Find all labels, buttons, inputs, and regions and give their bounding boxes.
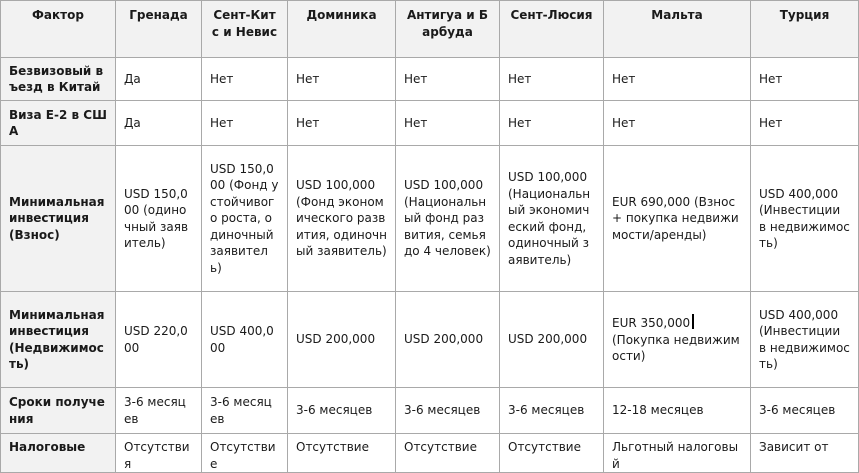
table-cell[interactable]: USD 400,000 — [202, 292, 288, 388]
table-cell[interactable]: Отсутствия — [116, 434, 202, 473]
table-cell[interactable]: 3-6 месяцев — [202, 388, 288, 434]
table-cell[interactable]: USD 150,000 (одиночный заявитель) — [116, 146, 202, 292]
table-row — [1, 101, 859, 146]
table-cell[interactable]: 3-6 месяцев — [116, 388, 202, 434]
table-cell[interactable]: Отсутствие — [202, 434, 288, 473]
table-cell[interactable]: Нет — [288, 58, 396, 101]
table-row — [1, 434, 859, 473]
cell-amount: EUR 350,000 — [612, 316, 691, 331]
row-label-processing-time[interactable]: Сроки получения — [1, 388, 116, 434]
table-cell[interactable]: USD 200,000 — [396, 292, 500, 388]
table-cell[interactable]: Да — [116, 101, 202, 146]
text-cursor — [692, 314, 694, 329]
table-cell[interactable]: Нет — [500, 101, 604, 146]
row-label-e2-visa[interactable]: Виза E-2 в США — [1, 101, 116, 146]
table-cell[interactable]: USD 400,000 (Инвестиции в недвижимость) — [751, 146, 859, 292]
table-cell[interactable]: Отсутствие — [500, 434, 604, 473]
table-row — [1, 146, 859, 292]
header-cell-factor[interactable]: Фактор — [1, 1, 116, 58]
row-label-china-visa-free[interactable]: Безвизовый въезд в Китай — [1, 58, 116, 101]
table-row — [1, 388, 859, 434]
table-cell[interactable]: Отсутствие — [396, 434, 500, 473]
table-cell[interactable]: 3-6 месяцев — [751, 388, 859, 434]
table-cell[interactable]: 12-18 месяцев — [604, 388, 751, 434]
header-cell-dominica[interactable]: Доминика — [288, 1, 396, 58]
header-cell-malta[interactable]: Мальта — [604, 1, 751, 58]
table-cell[interactable]: Нет — [396, 101, 500, 146]
table-cell[interactable]: USD 100,000 (Национальный фонд развития, семья до 4 человек) — [396, 146, 500, 292]
table-cell[interactable]: Нет — [500, 58, 604, 101]
table-cell[interactable]: Отсутствие — [288, 434, 396, 473]
table-cell[interactable]: Нет — [604, 101, 751, 146]
table-cell[interactable]: Нет — [604, 58, 751, 101]
row-label-min-contribution[interactable]: Минимальная инвестиция (Взнос) — [1, 146, 116, 292]
table-cell[interactable]: EUR 690,000 (Взнос + покупка недвижимости/аренды) — [604, 146, 751, 292]
table-cell[interactable]: Нет — [751, 58, 859, 101]
header-cell-turkey[interactable]: Турция — [751, 1, 859, 58]
table-cell[interactable]: 3-6 месяцев — [288, 388, 396, 434]
table-row — [1, 292, 859, 388]
table-cell[interactable]: Нет — [202, 58, 288, 101]
header-cell-antigua[interactable]: Антигуа и Барбуда — [396, 1, 500, 58]
table-row — [1, 58, 859, 101]
row-label-tax[interactable]: Налоговые — [1, 434, 116, 473]
table-cell[interactable]: USD 100,000 (Фонд экономического развития, одиночный заявитель) — [288, 146, 396, 292]
table-cell[interactable]: USD 200,000 — [500, 292, 604, 388]
table-cell[interactable]: Нет — [751, 101, 859, 146]
table-cell[interactable]: USD 400,000 (Инвестиции в недвижимость) — [751, 292, 859, 388]
header-row — [1, 1, 859, 58]
table-cell[interactable]: Нет — [396, 58, 500, 101]
table-cell-editing[interactable] — [604, 292, 751, 388]
table-cell[interactable]: USD 150,000 (Фонд устойчивого роста, одиночный заявитель) — [202, 146, 288, 292]
table-cell[interactable]: USD 220,000 — [116, 292, 202, 388]
table-cell[interactable]: USD 200,000 — [288, 292, 396, 388]
header-cell-st-lucia[interactable]: Сент-Люсия — [500, 1, 604, 58]
header-cell-grenada[interactable]: Гренада — [116, 1, 202, 58]
table-cell[interactable]: Льготный налоговый — [604, 434, 751, 473]
table-cell[interactable]: Да — [116, 58, 202, 101]
table-cell[interactable]: Зависит от — [751, 434, 859, 473]
table-cell[interactable]: Нет — [202, 101, 288, 146]
header-cell-st-kitts[interactable]: Сент-Китс и Невис — [202, 1, 288, 58]
table-cell[interactable]: Нет — [288, 101, 396, 146]
table-cell[interactable]: USD 100,000 (Национальный экономический фонд, одиночный заявитель) — [500, 146, 604, 292]
cell-note: (Покупка недвижимости) — [612, 332, 740, 364]
row-label-min-real-estate[interactable]: Минимальная инвестиция (Недвижимость) — [1, 292, 116, 388]
table-cell[interactable]: 3-6 месяцев — [396, 388, 500, 434]
table-cell[interactable]: 3-6 месяцев — [500, 388, 604, 434]
